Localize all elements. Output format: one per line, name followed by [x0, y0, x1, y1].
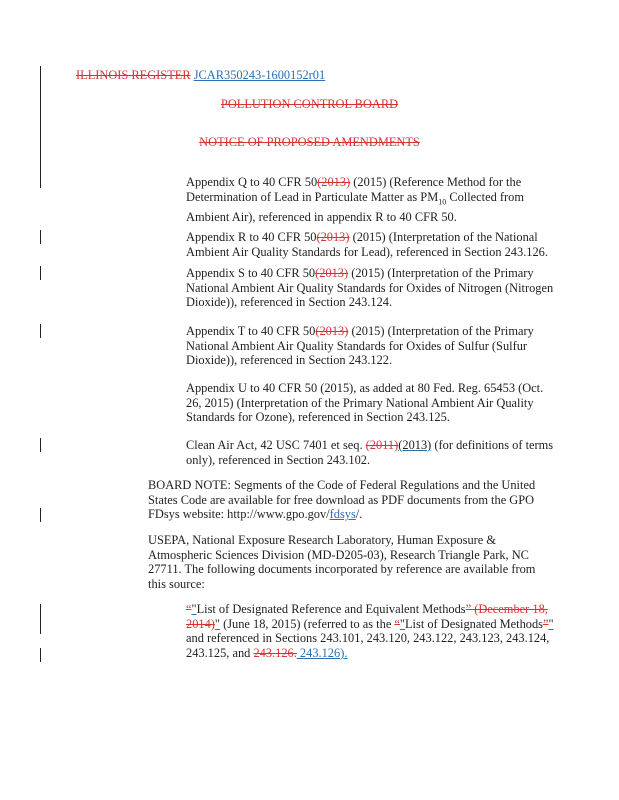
notice-heading: [0, 135, 619, 150]
text-line: Standards for Ozone), referenced in Section 243.125.: [186, 410, 450, 425]
text-segment: (for definitions of terms: [431, 438, 554, 452]
register-header: [76, 68, 325, 83]
reference-appendix-s: [186, 266, 554, 310]
text-segment: Clean Air Act, 42 USC 7401 et seq.: [186, 438, 363, 452]
change-bar: [40, 508, 41, 522]
change-bar: [40, 324, 41, 338]
text-line: [186, 602, 554, 617]
text-line: [186, 175, 554, 190]
change-bar: [40, 438, 41, 452]
text-segment: 243.125, and: [186, 645, 254, 660]
text-line: [186, 266, 554, 281]
text-segment: (2015) (Reference Method for the: [350, 175, 522, 189]
reference-appendix-q: [186, 175, 554, 224]
text-line: [186, 646, 554, 661]
deleted-text: “: [186, 602, 192, 616]
notice-title: NOTICE OF PROPOSED AMENDMENTS: [199, 135, 420, 149]
inserted-register-code: JCAR350243-1600152r01: [193, 68, 326, 82]
text-segment: Appendix T to 40 CFR 50: [186, 324, 316, 338]
change-bar: [40, 230, 41, 244]
designated-methods-reference: [186, 602, 554, 660]
text-line: this source:: [148, 576, 205, 591]
deleted-text: (2013): [315, 324, 349, 338]
deleted-text: (2013): [317, 175, 351, 189]
text-segment: Appendix S to 40 CFR 50: [186, 266, 316, 280]
deleted-text: (2013): [315, 266, 349, 280]
agency-heading: [0, 97, 619, 112]
text-segment: FDsys website: http://www.gpo.gov/: [148, 507, 330, 522]
deleted-register-title: ILLINOIS REGISTER: [76, 68, 191, 82]
text-line: Atmospheric Sciences Division (MD-D205-03), Research Triangle Park, NC: [148, 547, 529, 562]
text-line: Ambient Air), referenced in appendix R to 40 CFR 50.: [186, 209, 457, 224]
text-segment: (2015) (Interpretation of the National: [349, 230, 538, 244]
deleted-text: 243.126.: [253, 645, 297, 660]
text-line: BOARD NOTE: Segments of the Code of Federal Regulations and the United: [148, 478, 536, 492]
deleted-text: ” (December 18,: [465, 602, 548, 616]
text-segment: Appendix R to 40 CFR 50: [186, 230, 317, 244]
deleted-text: (2011): [365, 438, 399, 452]
text-line: Dioxide)), referenced in Section 243.124.: [186, 295, 393, 310]
text-line: [186, 438, 554, 453]
text-segment: (2015) (Interpretation of the Primary: [348, 324, 534, 338]
text-line: Dioxide)), referenced in Section 243.122.: [186, 353, 393, 368]
text-line: [148, 507, 554, 522]
text-segment: (June 18, 2015) (referred to as the: [219, 616, 395, 631]
text-line: [186, 324, 554, 339]
change-bar: [40, 66, 41, 188]
inserted-text: ": [399, 616, 405, 631]
text-line: 26, 2015) (Interpretation of the Primary National Ambient Air Quality: [186, 395, 534, 410]
inserted-text: (2013): [398, 438, 432, 452]
inserted-text: ": [214, 616, 220, 631]
change-bar: [40, 604, 41, 634]
agency-title: POLLUTION CONTROL BOARD: [220, 97, 399, 111]
text-segment: Collected from: [446, 189, 524, 204]
inserted-text: ": [548, 616, 554, 631]
text-line: National Ambient Air Quality Standards for Oxides of Nitrogen (Nitrogen: [186, 280, 554, 295]
text-line: National Ambient Air Quality Standards for Oxides of Sulfur (Sulfur: [186, 338, 528, 353]
text-line: [186, 617, 554, 632]
usepa-source: [148, 533, 554, 591]
text-segment: Appendix Q to 40 CFR 50: [186, 175, 318, 189]
text-segment: List of Designated Reference and Equivalent Methods: [196, 602, 466, 616]
board-note: [148, 478, 554, 522]
deleted-text: (2013): [316, 230, 350, 244]
change-bar: [40, 266, 41, 280]
text-line: Appendix U to 40 CFR 50 (2015), as added at 80 Fed. Reg. 65453 (Oct.: [186, 381, 544, 395]
gpo-fdsys-link[interactable]: fdsys: [329, 507, 356, 522]
subscript-text: 10: [438, 197, 447, 207]
text-segment: /.: [355, 507, 363, 522]
deleted-text: 2014): [186, 616, 215, 631]
reference-appendix-t: [186, 324, 554, 368]
reference-appendix-r: [186, 230, 554, 259]
text-line: [186, 190, 554, 210]
text-line: Ambient Air Quality Standards for Lead), referenced in Section 243.126.: [186, 244, 548, 259]
reference-clean-air-act: [186, 438, 554, 467]
text-segment: Determination of Lead in Particulate Matter as PM: [186, 189, 439, 204]
deleted-text: “: [394, 616, 400, 631]
text-segment: List of Designated Methods: [404, 616, 543, 631]
inserted-text: 243.126).: [296, 645, 348, 660]
text-line: [186, 230, 554, 245]
text-segment: (2015) (Interpretation of the Primary: [348, 266, 534, 280]
text-line: USEPA, National Exposure Research Laboratory, Human Exposure &: [148, 533, 497, 547]
reference-appendix-u: [186, 381, 554, 425]
deleted-text: ”: [542, 616, 549, 631]
text-line: States Code are available for free download as PDF documents from the GPO: [148, 492, 535, 507]
inserted-text: ": [191, 602, 197, 616]
text-line: 27711. The following documents incorporated by reference are available from: [148, 562, 536, 577]
text-line: only), referenced in Section 243.102.: [186, 452, 371, 467]
text-line: and referenced in Sections 243.101, 243.120, 243.122, 243.123, 243.124,: [186, 631, 550, 646]
change-bar: [40, 648, 41, 662]
